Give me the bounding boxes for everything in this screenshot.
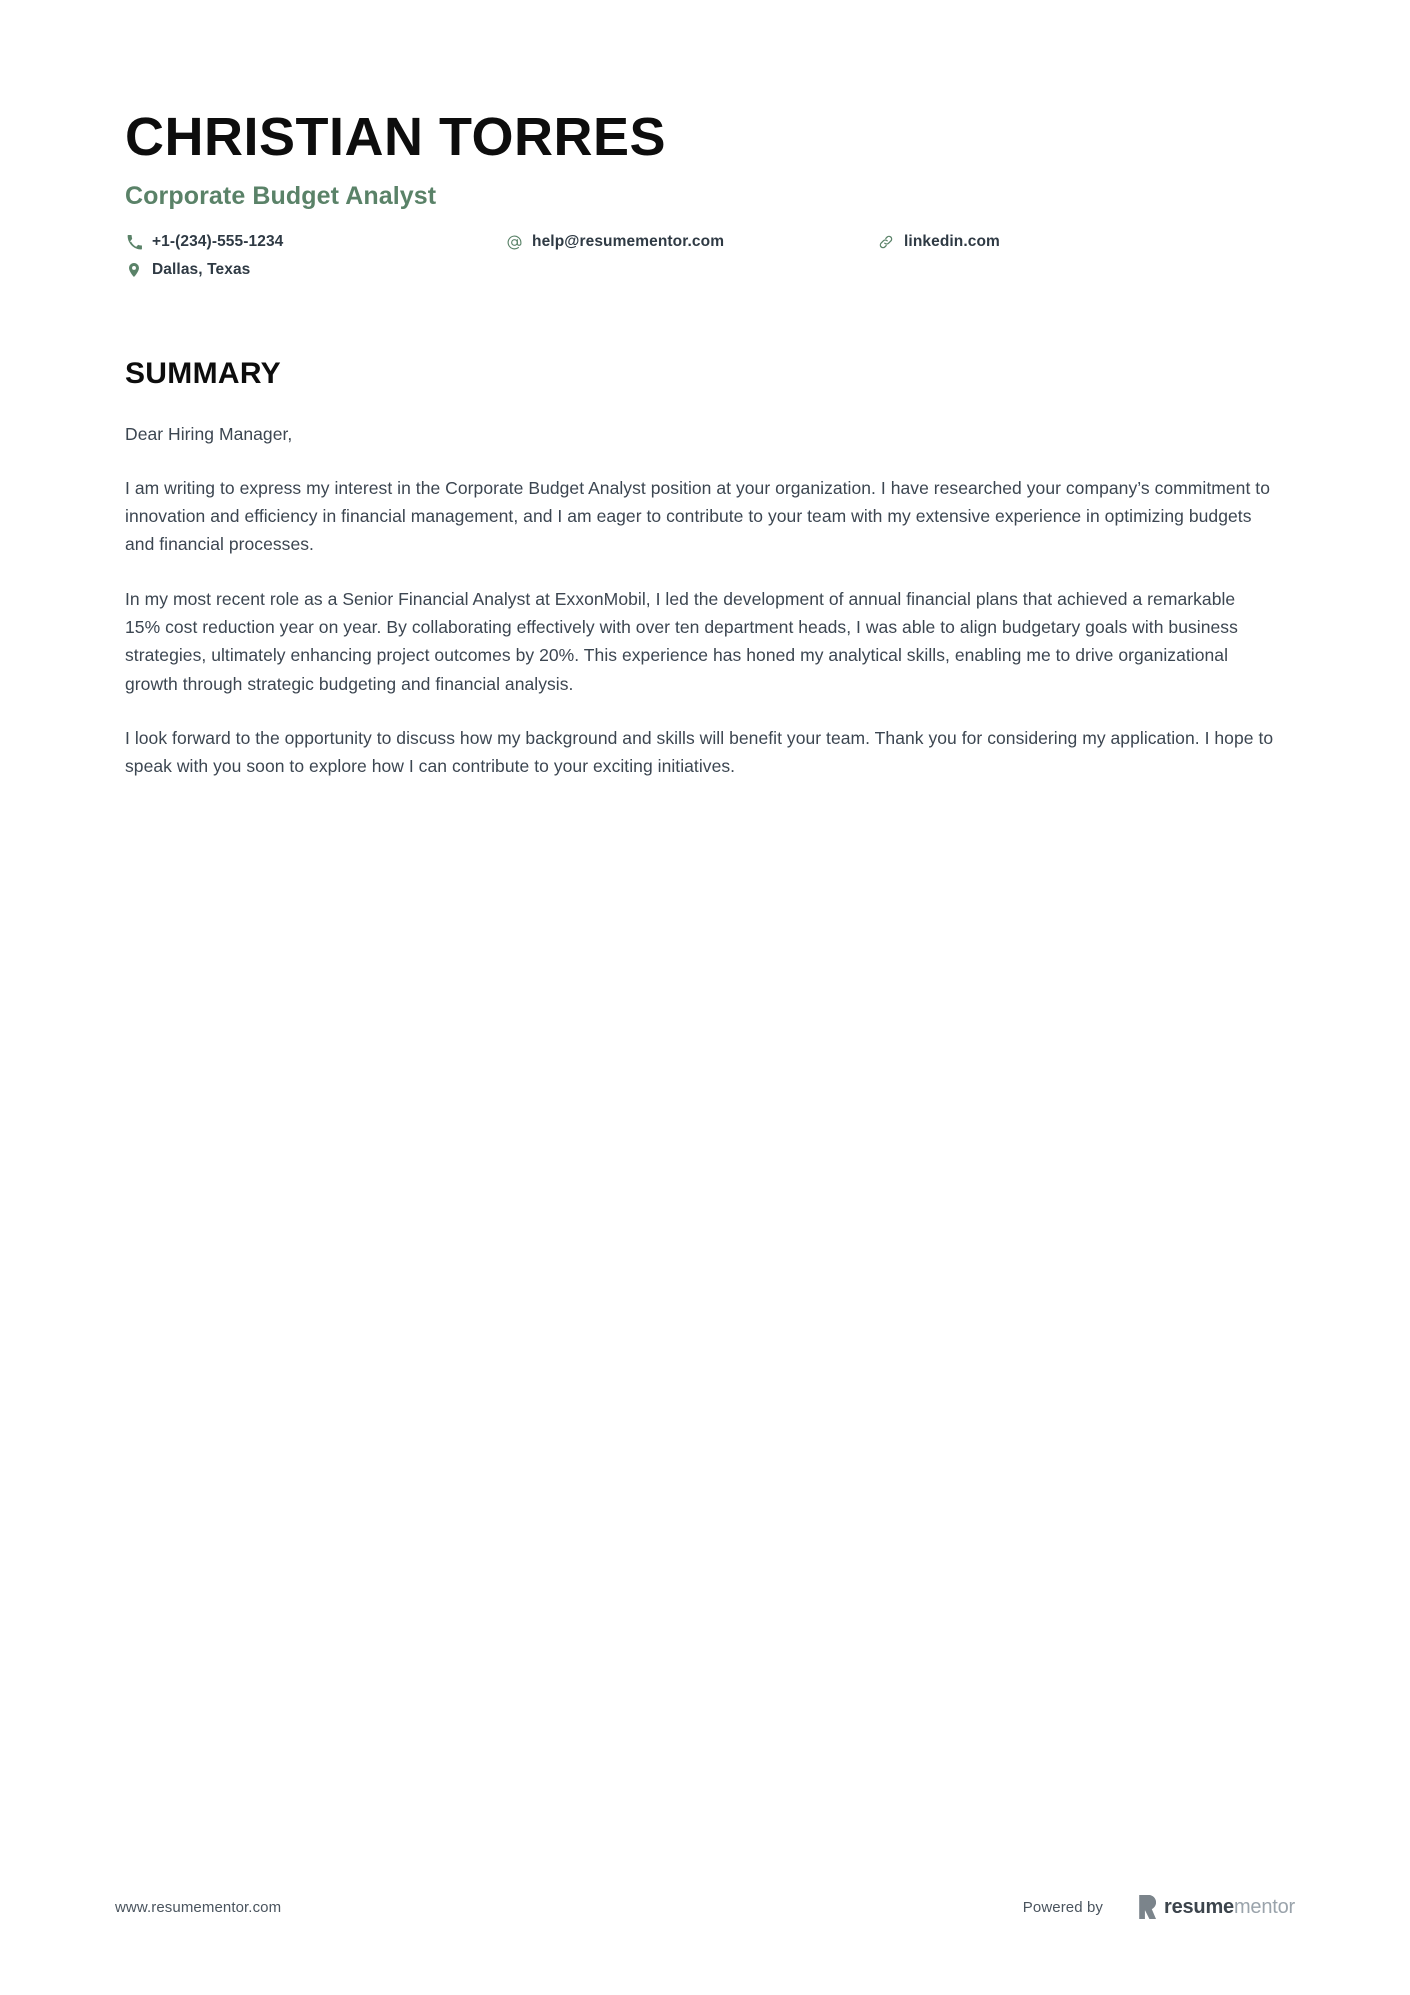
at-sign-icon bbox=[505, 233, 523, 251]
summary-paragraph-1: I am writing to express my interest in the Corporate Budget Analyst position at your organization. I have researched your company’s commitment to innovation and efficiency in financial management, and I am eager to contribute to your team with my extensive experience in optimizing budgets and financial processes. bbox=[125, 477, 1270, 555]
contact-phone[interactable] bbox=[125, 233, 505, 251]
brand-name-primary: resume bbox=[1164, 1896, 1234, 1918]
contact-email[interactable] bbox=[505, 233, 877, 251]
salutation: Dear Hiring Manager, bbox=[125, 424, 293, 445]
phone-icon bbox=[125, 233, 143, 251]
page-title: CHRISTIAN TORRES bbox=[125, 107, 667, 167]
section-summary bbox=[125, 289, 1285, 780]
contact-row-primary bbox=[125, 233, 1285, 251]
powered-by-label: Powered by bbox=[1022, 1898, 1103, 1916]
brand-name-secondary: mentor bbox=[1233, 1896, 1295, 1918]
contact-phone-value: +1-(234)-555-1234 bbox=[152, 233, 284, 251]
contact-linkedin[interactable] bbox=[877, 233, 1177, 251]
section-title-summary: SUMMARY bbox=[125, 357, 281, 391]
map-pin-icon bbox=[125, 261, 143, 279]
contact-row-secondary bbox=[125, 261, 1285, 279]
resumementor-logo-icon bbox=[1137, 1895, 1156, 1919]
footer-website-url[interactable]: www.resumementor.com bbox=[115, 1898, 282, 1916]
job-title: Corporate Budget Analyst bbox=[125, 182, 437, 211]
summary-paragraph-3: I look forward to the opportunity to discuss how my background and skills will benefit your team. Thank you for considering my application. I hope to speak with you soon to explore how I can contribute to your exciting initiatives. bbox=[125, 728, 1274, 777]
link-icon bbox=[877, 233, 895, 251]
resumementor-logo[interactable] bbox=[1137, 1895, 1295, 1919]
summary-body bbox=[125, 390, 1285, 780]
document-content bbox=[125, 0, 1285, 781]
summary-paragraph-2: In my most recent role as a Senior Financial Analyst at ExxonMobil, I led the development of annual financial plans that achieved a remarkable 15% cost reduction year on year. By collaborating effectively with over ten department heads, I was able to align budgetary goals with business strategies, ultimately enhancing project outcomes by 20%. This experience has honed my analytical skills, enabling me to drive organizational growth through strategic budgeting and financial analysis. bbox=[125, 588, 1238, 694]
page-footer bbox=[115, 1895, 1295, 1919]
contact-location-value: Dallas, Texas bbox=[152, 261, 251, 279]
contact-location bbox=[125, 261, 505, 279]
contact-linkedin-value: linkedin.com bbox=[904, 233, 1000, 251]
contact-email-value: help@resumementor.com bbox=[532, 233, 725, 251]
contact-details bbox=[125, 211, 1285, 279]
footer-branding bbox=[1023, 1895, 1295, 1919]
